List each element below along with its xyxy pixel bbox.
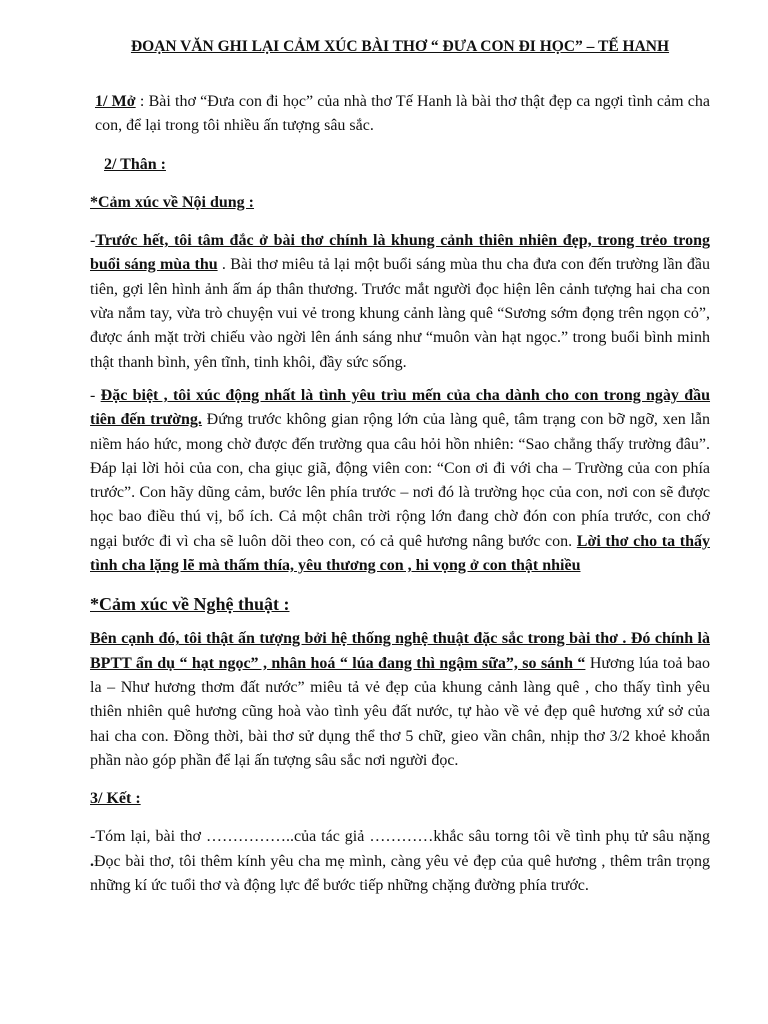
conclusion-heading — [90, 787, 710, 811]
content-p1-text: . Bài thơ miêu tả lại một buổi sáng mùa thu cha đưa con đến trường lần đầu tiên, gợi lên hình ảnh ấm áp thân thương. Trước mắt người đọc hiện lên cảnh tượng hai cha con vừa nắm tay, vừa trò chuyện vui vẻ trong khung cảnh làng quê “Sương sớm đọng trên ngọn cỏ”, được ánh mặt trời chiếu vào ngời lên ánh sáng như “muôn vàn hạt ngọc.” trong buổi bình minh thật thanh bình, yên tĩnh, tinh khôi, đầy sức sống. — [90, 256, 710, 371]
conclusion-text-c: Đọc bài thơ, tôi thêm kính yêu cha mẹ mình, càng yêu vẻ đẹp của quê hương , thêm trân trọng những kí ức tuổi thơ và động lực để bước tiếp những chặng đường phía trước. — [90, 852, 710, 895]
content-paragraph-1 — [90, 229, 710, 375]
art-paragraph-bold: Bên cạnh đó, tôi thật ấn tượng bởi hệ thống nghệ thuật đặc sắc trong bài thơ . Đó chính là BPTT ẩn dụ “ hạt ngọc” , nhân hoá “ lúa đang thì ngậm sữa”, so sánh “ — [90, 630, 710, 672]
intro-text: : Bài thơ “Đưa con đi học” của nhà thơ Tế Hanh là bài thơ thật đẹp ca ngợi tình cảm cha con, để lại trong tôi nhiều ấn tượng sâu sắc. — [95, 93, 711, 135]
conclusion-text-b: . — [90, 852, 94, 870]
intro-paragraph — [90, 90, 710, 139]
content-p2-bold: Đặc biệt , tôi xúc động nhất là tình yêu trìu mến của cha dành cho con trong ngày đầu tiên đến trường. — [90, 386, 711, 429]
conclusion-text-a: -Tóm lại, bài thơ ……………..của tác giả …………khắc sâu torng tôi về tình phụ tử sâu nặng — [90, 828, 710, 846]
intro-heading: 1/ Mở — [95, 93, 136, 110]
conclusion-paragraph — [90, 825, 710, 898]
content-heading — [90, 191, 710, 215]
content-p2-bold-end: Lời thơ cho ta thấy tình cha lặng lẽ mà thấm thía, yêu thương con , hi vọng ở con thật nhiều — [90, 532, 710, 575]
content-p2-text: Đứng trước không gian rộng lớn của làng quê, tâm trạng con bỡ ngỡ, xen lẫn niềm háo hức, mong chờ được đến trường qua câu hỏi hồn nhiên: “Sao chẳng thấy trường đâu”. Đáp lại lời hỏi của con, cha giục giã, động viên con: “Con ơi đi với cha – Trường của con phía trước”. Con hãy dũng cảm, bước lên phía trước – nơi đó là trường học của con, nơi con sẽ được học bao điều thú vị, bổ ích. Cả một chân trời rộng lớn đang chờ đón con phía trước, con chớ ngại bước đi vì cha sẽ luôn dõi theo con, có cả quê hương nâng bước con. — [90, 411, 710, 550]
body-heading-text: 2/ Thân : — [104, 155, 166, 173]
content-p2-prefix: - — [90, 386, 101, 404]
content-p1-bold: Trước hết, tôi tâm đắc ở bài thơ chính là khung cảnh thiên nhiên đẹp, trong trẻo trong buổi sáng mùa thu — [90, 232, 710, 274]
conclusion-heading-text: 3/ Kết : — [90, 790, 141, 808]
content-paragraph-2 — [90, 384, 710, 578]
content-p1-prefix: - — [90, 232, 96, 250]
art-heading: *Cảm xúc về Nghệ thuật : — [90, 594, 290, 615]
art-paragraph — [90, 627, 710, 773]
body-heading — [90, 153, 710, 177]
content-heading-text: *Cảm xúc về Nội dung : — [90, 193, 255, 211]
art-paragraph-text: Hương lúa toả bao la – Như hương thơm đất nước” miêu tả vẻ đẹp của khung cảnh làng quê , cho thấy tình yêu thiên nhiên quê hương cũng hoà vào tình yêu đất nước, tự hào về vẻ đẹp quê hương xứ sở của hai cha con. Đồng thời, bài thơ sử dụng thể thơ 5 chữ, gieo vần chân, nhịp thơ 3/2 khoẻ khoắn phần nào góp phần để lại ấn tượng sâu sắc nơi người đọc. — [90, 654, 710, 769]
document-title: ĐOẠN VĂN GHI LẠI CẢM XÚC BÀI THƠ “ ĐƯA CON ĐI HỌC” – TẾ HANH — [130, 38, 670, 55]
